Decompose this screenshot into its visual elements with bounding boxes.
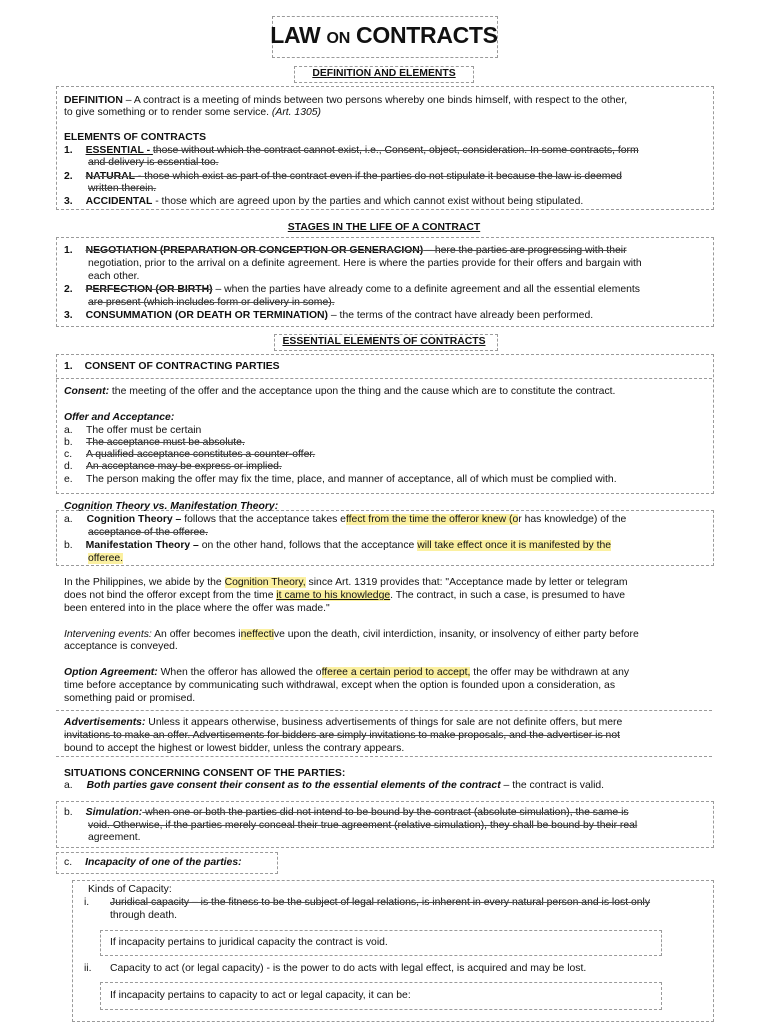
page-title: [0, 22, 768, 49]
capacity-text-cont: through death.: [110, 910, 178, 921]
list-letter: b.: [64, 807, 73, 818]
intervening-label: Intervening events:: [64, 629, 152, 640]
element-label-natural: NATURAL: [85, 171, 136, 182]
list-letter: c.: [64, 857, 73, 868]
element-text: - those which exist as part of the contract even if the parties do not stipulate it because the law is deemed: [135, 171, 622, 182]
paragraph-text: the offer may be withdrawn at any: [470, 667, 630, 678]
stage-label: NEGOTIATION (PREPARATION OR CONCEPTION OR GENERACION): [85, 245, 424, 256]
paragraph-text: Unless it appears otherwise, business advertisements of things for sale are not definite offers, but mere: [145, 717, 623, 728]
philippines-paragraph-2: [64, 590, 625, 603]
list-number: 2.: [64, 284, 73, 295]
consent-heading: [64, 361, 280, 374]
cognition-item-b: [64, 540, 611, 553]
definition-art: (Art. 1305): [271, 107, 322, 118]
list-number: 1.: [64, 245, 73, 256]
offer-acceptance-heading: Offer and Acceptance:: [64, 412, 175, 423]
highlight: fferee a certain period to accept,: [321, 667, 471, 678]
list-letter: d.: [64, 461, 73, 472]
list-item: [64, 474, 617, 487]
capacity-text: Juridical capacity – is the fitness to be the subject of legal relations, is inherent in every natural person and is lost only: [110, 897, 651, 908]
advertisements-paragraph: [64, 717, 622, 730]
paragraph-text: ve upon the death, civil interdiction, insanity, or insolvency of either party before: [273, 629, 639, 640]
situation-c: [64, 857, 242, 870]
list-letter: a.: [64, 514, 73, 525]
highlight: neffecti: [240, 629, 274, 640]
list-number: 1.: [64, 145, 73, 156]
list-roman: i.: [84, 897, 90, 908]
advertisements-label: Advertisements:: [64, 717, 146, 728]
cognition-text: r has knowledge) of the: [518, 514, 627, 525]
section-heading-essential: ESSENTIAL ELEMENTS OF CONTRACTS: [282, 336, 486, 347]
element-text-cont: written therein.: [88, 183, 157, 194]
juridical-note: If incapacity pertains to juridical capacity the contract is void.: [110, 937, 388, 948]
kinds-heading: Kinds of Capacity:: [88, 884, 172, 895]
legal-capacity-note: If incapacity pertains to capacity to act or legal capacity, it can be:: [110, 990, 411, 1001]
manifestation-text-cont: [88, 553, 123, 566]
stage-item-1: [64, 245, 627, 258]
list-text: The offer must be certain: [86, 425, 202, 436]
simulation-text-cont: agreement.: [88, 832, 141, 843]
capacity-item-i: [84, 897, 651, 910]
list-item: [64, 461, 282, 474]
list-item: [64, 437, 245, 450]
stage-label: PERFECTION (OR BIRTH): [85, 284, 213, 295]
list-letter: b.: [64, 437, 73, 448]
paragraph-text: does not bind the offeror except from the time: [64, 590, 277, 601]
highlight: ffect from the time the offeror knew (o: [345, 514, 519, 525]
list-number: 3.: [64, 310, 73, 321]
list-letter: e.: [64, 474, 73, 485]
stage-item-3: [64, 310, 593, 323]
capacity-text: Capacity to act (or legal capacity) - is the power to do acts with legal effect, is acquired and may be lost.: [110, 963, 587, 974]
stage-text: – the terms of the contract have already been performed.: [328, 310, 594, 321]
paragraph-text: . The contract, in such a case, is presumed to have: [390, 590, 626, 601]
list-item: [64, 425, 202, 438]
adv-divider: [56, 710, 712, 711]
element-label-accidental: ACCIDENTAL: [85, 196, 153, 207]
stage-text-cont: are present (which includes form or delivery in some).: [88, 297, 335, 308]
list-text: A qualified acceptance constitutes a counter-offer.: [86, 449, 316, 460]
title-law: LAW: [270, 22, 321, 48]
paragraph-text: An offer becomes i: [151, 629, 241, 640]
list-letter: b.: [64, 540, 73, 551]
list-text: An acceptance may be express or implied.: [86, 461, 282, 472]
title-on: ON: [326, 30, 350, 47]
situations-heading: SITUATIONS CONCERNING CONSENT OF THE PARTIES:: [64, 768, 346, 779]
stage-text-cont: negotiation, prior to the arrival on a definite agreement. Here is where the parties provide for their offers and bargain with: [88, 258, 642, 269]
capacity-item-ii: [84, 963, 587, 976]
option-paragraph-3: something paid or promised.: [64, 693, 196, 704]
cognition-text-cont: acceptance of the offeree.: [88, 527, 208, 538]
highlight: offeree.: [88, 553, 124, 564]
incapacity-label: Incapacity of one of the parties:: [85, 857, 242, 868]
stage-label: CONSUMMATION (OR DEATH OR TERMINATION): [85, 310, 328, 321]
definition-label: DEFINITION: [64, 95, 123, 106]
simulation-text: when one or both the parties did not intend to be bound by the contract (absolute simulation), the same is: [142, 807, 629, 818]
paragraph-text: In the Philippines, we abide by the: [64, 577, 225, 588]
section-heading-definition: DEFINITION AND ELEMENTS: [312, 68, 456, 79]
situation-b: [64, 807, 629, 820]
list-item: [64, 449, 316, 462]
option-label: Option Agreement:: [64, 667, 158, 678]
stage-text: – here the parties are progressing with their: [423, 245, 627, 256]
highlight: it came to his knowledge: [276, 590, 391, 601]
element-label-essential: ESSENTIAL -: [85, 145, 153, 156]
paragraph-text: When the offeror has allowed the o: [157, 667, 322, 678]
cognition-item-a: [64, 514, 626, 527]
element-item-1: [64, 145, 639, 158]
definition-paragraph: [64, 95, 627, 108]
cognition-text: follows that the acceptance takes e: [181, 514, 346, 525]
elements-heading: ELEMENTS OF CONTRACTS: [64, 132, 207, 143]
element-text: - those which are agreed upon by the parties and which cannot exist without being stipulated.: [152, 196, 584, 207]
advertisements-paragraph-3: bound to accept the highest or lowest bidder, unless the contrary appears.: [64, 743, 405, 754]
philippines-paragraph: [64, 577, 628, 590]
simulation-label: Simulation:: [85, 807, 143, 818]
list-letter: c.: [64, 449, 73, 460]
situation-text: – the contract is valid.: [500, 780, 605, 791]
element-text: those without which the contract cannot exist, i.e., Consent, object, consideration. In some contracts, form: [152, 145, 639, 156]
list-number: 1.: [64, 361, 73, 372]
consent-label: Consent:: [64, 386, 110, 397]
list-roman: ii.: [84, 963, 92, 974]
highlight: Cognition Theory,: [224, 577, 306, 588]
option-paragraph-2: time before acceptance by communicating such withdrawal, except when the option is founded upon a consideration, as: [64, 680, 616, 691]
situation-label: Both parties gave consent their consent as to the essential elements of the contract: [86, 780, 501, 791]
situation-a: [64, 780, 604, 793]
title-contracts: CONTRACTS: [356, 22, 498, 48]
cognition-heading: Cognition Theory vs. Manifestation Theory:: [64, 501, 279, 512]
list-number: 2.: [64, 171, 73, 182]
intervening-paragraph-2: acceptance is conveyed.: [64, 641, 178, 652]
definition-text-2: to give something or to render some service.: [64, 107, 272, 118]
list-letter: a.: [64, 780, 73, 791]
element-item-2: [64, 171, 622, 184]
stage-text: – when the parties have already come to a definite agreement and all the essential elements: [212, 284, 640, 295]
definition-paragraph-2: [64, 107, 321, 120]
adv-divider: [56, 756, 712, 757]
highlight: will take effect once it is manifested by the: [417, 540, 612, 551]
list-text: The acceptance must be absolute.: [86, 437, 245, 448]
consent-text: the meeting of the offer and the acceptance upon the thing and the cause which are to constitute the contract.: [109, 386, 616, 397]
stage-text-cont: each other.: [88, 271, 140, 282]
paragraph-text: since Art. 1319 provides that: "Acceptance made by letter or telegram: [305, 577, 628, 588]
list-letter: a.: [64, 425, 73, 436]
element-item-3: [64, 196, 583, 209]
element-text-cont: and delivery is essential too.: [88, 157, 219, 168]
consent-definition: [64, 386, 615, 399]
cognition-label: Cognition Theory –: [86, 514, 182, 525]
consent-heading-text: CONSENT OF CONTRACTING PARTIES: [84, 361, 280, 372]
manifestation-text: on the other hand, follows that the acceptance: [198, 540, 418, 551]
philippines-paragraph-3: been entered into in the place where the offer was made.": [64, 603, 330, 614]
option-paragraph: [64, 667, 629, 680]
consent-divider: [56, 378, 712, 379]
list-number: 3.: [64, 196, 73, 207]
section-heading-stages: STAGES IN THE LIFE OF A CONTRACT: [287, 222, 481, 233]
stage-item-2: [64, 284, 640, 297]
definition-text: – A contract is a meeting of minds between two persons whereby one binds himself, with respect to the other,: [122, 95, 628, 106]
manifestation-label: Manifestation Theory –: [85, 540, 199, 551]
intervening-paragraph: [64, 629, 639, 642]
advertisements-paragraph-2: invitations to make an offer. Advertisements for bidders are simply invitations to make proposals, and the advertiser is not: [64, 730, 620, 741]
simulation-text-cont: void. Otherwise, if the parties merely conceal their true agreement (relative simulation), they shall be bound by their real: [88, 820, 638, 831]
list-text: The person making the offer may fix the time, place, and manner of acceptance, all of which must be complied with.: [86, 474, 617, 485]
